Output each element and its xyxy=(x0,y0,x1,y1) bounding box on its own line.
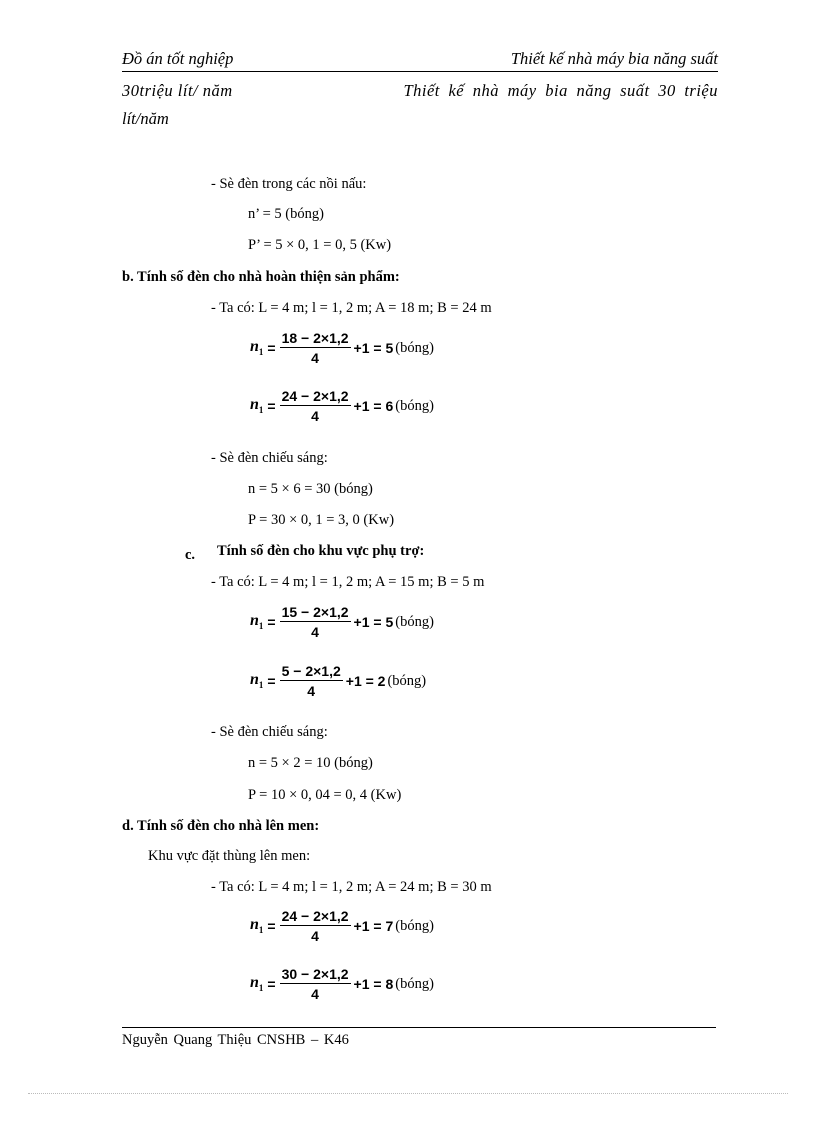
formula-lhs: $n_1$ xyxy=(250,916,264,936)
section-c-formula-2: $n_1$ = $\frac{5 - 2\times 1,2}{4}$ +1 = 2 (bóng) xyxy=(250,663,427,699)
section-c-power: P = 10 × 0, 04 = 0, 4 (Kw) xyxy=(248,787,402,803)
fraction: $\frac{24 - 2\times 1,2}{4}$ xyxy=(281,908,349,944)
section-b-power: P = 30 × 0, 1 = 3, 0 (Kw) xyxy=(248,512,395,528)
section-b-count: n = 5 × 6 = 30 (bóng) xyxy=(248,481,373,497)
fraction: $\frac{5 - 2\times 1,2}{4}$ xyxy=(281,663,341,699)
section-d-subtitle: Khu vực đặt thùng lên men: xyxy=(148,848,311,864)
page-bottom-border xyxy=(28,1093,788,1094)
formula-lhs: $n_1$ xyxy=(250,612,264,632)
section-c-label: c. xyxy=(185,547,196,563)
section-d-given: - Ta có: L = 4 m; l = 1, 2 m; A = 24 m; B = 30 m xyxy=(211,879,492,895)
page-footer: Nguyễn Quang Thiệu CNSHB – K46 xyxy=(122,1032,349,1048)
header-capacity: 30triệu lít/ năm xyxy=(122,81,233,100)
formula-lhs: $n_1$ xyxy=(250,974,264,994)
section-d-title: d. Tính số đèn cho nhà lên men: xyxy=(122,818,320,834)
header-row-1 xyxy=(122,48,718,72)
header-row-3: lít/năm xyxy=(122,109,169,128)
fraction: $\frac{30 - 2\times 1,2}{4}$ xyxy=(281,966,349,1002)
section-c-lighting: - Sè đèn chiếu sáng: xyxy=(211,724,328,740)
fraction: $\frac{15 - 2\times 1,2}{4}$ xyxy=(281,604,349,640)
fraction: $\frac{24 - 2\times 1,2}{4}$ xyxy=(281,388,349,424)
section-c-title: Tính số đèn cho khu vực phụ trợ: xyxy=(217,543,425,559)
s1-power: P’ = 5 × 0, 1 = 0, 5 (Kw) xyxy=(248,237,392,253)
section-d-formula-2: $n_1$ = $\frac{30 - 2\times 1,2}{4}$ +1 = 8 (bóng) xyxy=(250,966,434,1002)
header-doc-title: Thiết kế nhà máy bia năng suất xyxy=(510,49,718,68)
footer-rule xyxy=(122,1027,716,1028)
s1-count: n’ = 5 (bóng) xyxy=(248,206,324,222)
section-b-title: b. Tính số đèn cho nhà hoàn thiện sản phẩm: xyxy=(122,269,400,285)
section-b-given: - Ta có: L = 4 m; l = 1, 2 m; A = 18 m; B = 24 m xyxy=(211,300,492,316)
section-d-formula-1: $n_1$ = $\frac{24 - 2\times 1,2}{4}$ +1 = 7 (bóng) xyxy=(250,908,434,944)
formula-lhs: $n_1$ xyxy=(250,671,264,691)
s1-heading: - Sè đèn trong các nồi nấu: xyxy=(211,176,367,192)
section-b-formula-2: $n_1$ = $\frac{24 - 2\times 1,2}{4}$ +1 = 6 (bóng) xyxy=(250,388,434,424)
page-header xyxy=(122,48,718,130)
section-b-lighting: - Sè đèn chiếu sáng: xyxy=(211,450,328,466)
header-title-repeat: Thiết kế nhà máy bia năng suất 30 triệu xyxy=(403,81,718,100)
section-b-formula-1: $n_1$ = $\frac{18 - 2\times 1,2}{4}$ +1 = 5 (bóng) xyxy=(250,330,434,366)
fraction: $\frac{18 - 2\times 1,2}{4}$ xyxy=(281,330,349,366)
formula-lhs: $n_1$ xyxy=(250,338,264,358)
header-doc-type: Đồ án tốt nghiệp xyxy=(122,49,234,68)
section-c-formula-1: $n_1$ = $\frac{15 - 2\times 1,2}{4}$ +1 = 5 (bóng) xyxy=(250,604,434,640)
header-row-2 xyxy=(122,80,718,102)
section-c-given: - Ta có: L = 4 m; l = 1, 2 m; A = 15 m; B = 5 m xyxy=(211,574,485,590)
section-c-count: n = 5 × 2 = 10 (bóng) xyxy=(248,755,373,771)
formula-lhs: $n_1$ xyxy=(250,396,264,416)
